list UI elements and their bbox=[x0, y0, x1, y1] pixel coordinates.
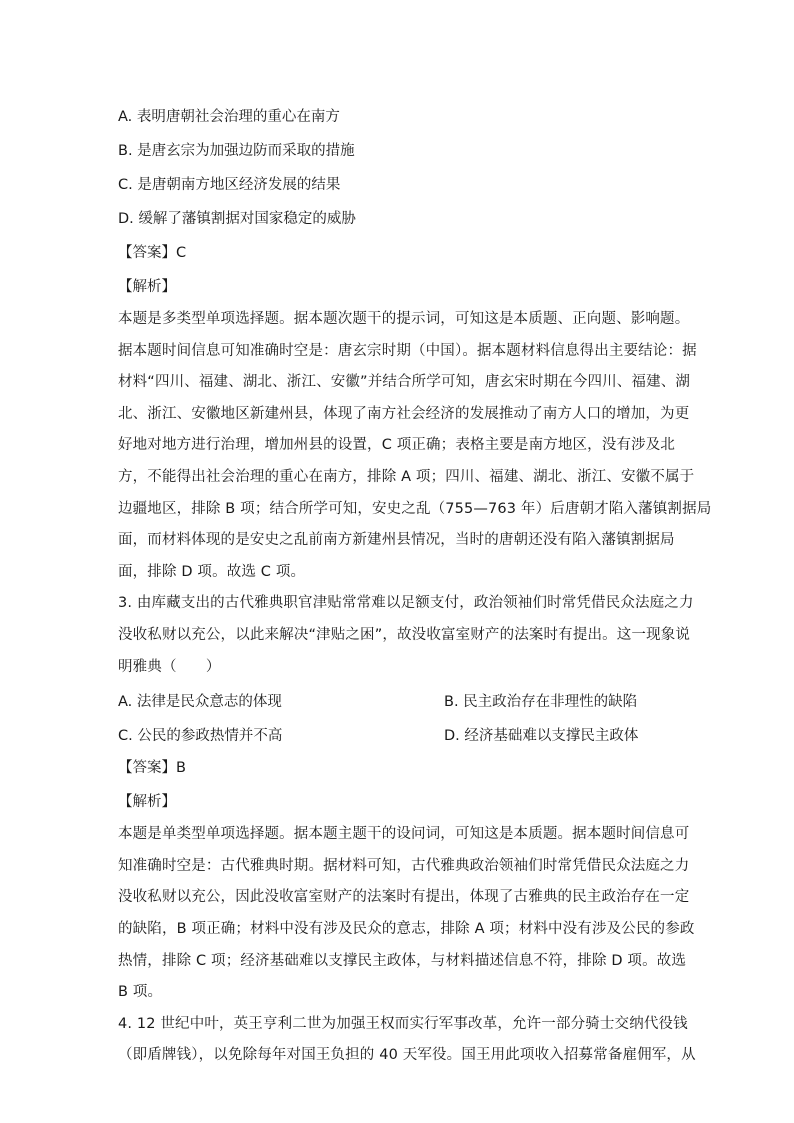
q3-option-a: A. 法律是民众意志的体现 bbox=[118, 693, 282, 710]
q2-option-a: A. 表明唐朝社会治理的重心在南方 bbox=[118, 109, 340, 125]
q3-analysis-line: B 项。 bbox=[118, 984, 163, 1001]
q2-analysis bbox=[118, 304, 712, 588]
q3-stem-line: 3. 由库藏支出的古代雅典职官津贴常常难以足额支付，政治领袖们时常凭借民众法庭之力 bbox=[118, 595, 694, 612]
q2-option-c: C. 是唐朝南方地区经济发展的结果 bbox=[118, 177, 341, 193]
document-page bbox=[118, 100, 712, 1072]
q2-analysis-label: 【解析】 bbox=[118, 279, 176, 295]
q3-answer: 【答案】B bbox=[118, 760, 186, 777]
q3-analysis-line: 没收私财以充公，因此没收富室财产的法案时有提出，体现了古雅典的民主政治存在一定 bbox=[118, 889, 690, 906]
q3-stem bbox=[118, 588, 694, 683]
q3-option-b: B. 民主政治存在非理性的缺陷 bbox=[444, 693, 638, 710]
q3-analysis-line: 的缺陷，B 项正确；材料中没有涉及民众的意志，排除 A 项；材料中没有涉及公民的参政 bbox=[118, 920, 695, 937]
q2-analysis-line: 本题是多类型单项选择题。据本题次题干的提示词，可知这是本质题、正向题、影响题。 bbox=[118, 311, 690, 327]
q3-option-c: C. 公民的参政热情并不高 bbox=[118, 727, 283, 744]
q3-options-row-2 bbox=[118, 717, 674, 751]
q3-stem-line: 没收私财以充公，以此来解决“津贴之困”，故没收富室财产的法案时有提出。这一现象说 bbox=[118, 626, 691, 643]
q4-stem-line: （即盾牌钱），以免除每年对国王负担的 40 天军役。国王用此项收入招募常备雇佣军，从 bbox=[118, 1047, 696, 1064]
q4-stem-line: 4. 12 世纪中叶，英王亨利二世为加强王权而实行军事改革，允许一部分骑士交纳代役钱 bbox=[118, 1015, 688, 1032]
q3-analysis-line: 本题是单类型单项选择题。据本题主题干的设问词，可知这是本质题。据本题时间信息可 bbox=[118, 826, 690, 843]
q2-analysis-line: 方，不能得出社会治理的重心在南方，排除 A 项；四川、福建、湖北、浙江、安徽不属于 bbox=[118, 468, 695, 485]
q2-analysis-line: 材料“四川、福建、湖北、浙江、安徽”并结合所学可知，唐玄宋时期在今四川、福建、湖 bbox=[118, 374, 691, 391]
q3-analysis-line: 热情，排除 C 项；经济基础难以支撑民主政体，与材料描述信息不符，排除 D 项。故选 bbox=[118, 952, 687, 969]
q3-analysis bbox=[118, 819, 695, 1009]
q3-analysis-label: 【解析】 bbox=[118, 794, 176, 811]
q3-option-d: D. 经济基础难以支撑民主政体 bbox=[444, 727, 639, 744]
q2-analysis-line: 面，排除 D 项。故选 C 项。 bbox=[118, 563, 306, 580]
q2-option-b: B. 是唐玄宗为加强边防而采取的措施 bbox=[118, 143, 355, 159]
q2-answer: 【答案】C bbox=[118, 245, 187, 261]
q3-options-row-1 bbox=[118, 683, 674, 717]
q2-analysis-line: 边疆地区，排除 B 项；结合所学可知，安史之乱（755—763 年）后唐朝才陷入藩镇割据局 bbox=[118, 500, 712, 517]
q2-analysis-line: 据本题时间信息可知准确时空是：唐玄宗时期（中国）。据本题材料信息得出主要结论：据 bbox=[118, 342, 697, 359]
q2-option-d: D. 缓解了藩镇割据对国家稳定的威胁 bbox=[118, 211, 356, 227]
q2-analysis-line: 北、浙江、安徽地区新建州县，体现了南方社会经济的发展推动了南方人口的增加，为更 bbox=[118, 405, 690, 422]
q4-stem bbox=[118, 1009, 696, 1072]
q3-analysis-line: 知准确时空是：古代雅典时期。据材料可知，古代雅典政治领袖们时常凭借民众法庭之力 bbox=[118, 857, 690, 874]
q2-analysis-line: 好地对地方进行治理，增加州县的设置，C 项正确；表格主要是南方地区，没有涉及北 bbox=[118, 437, 676, 454]
q2-analysis-line: 面，而材料体现的是安史之乱前南方新建州县情况，当时的唐朝还没有陷入藩镇割据局 bbox=[118, 532, 675, 549]
q3-stem-line: 明雅典（ ） bbox=[118, 658, 221, 675]
